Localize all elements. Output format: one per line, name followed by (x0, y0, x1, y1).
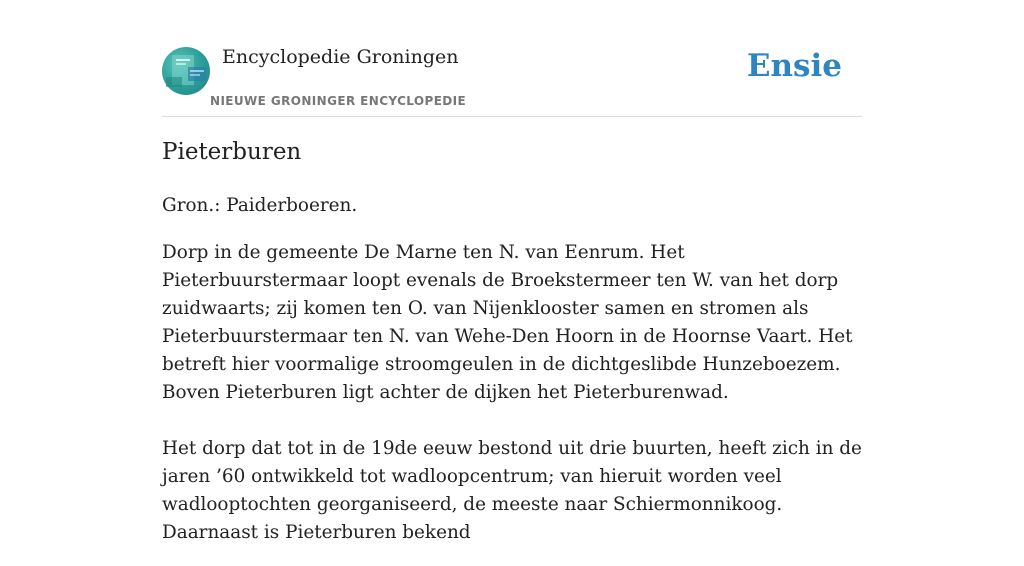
article-paragraph: Dorp in de gemeente De Marne ten N. van Eenrum. Het Pieterbuurstermaar loopt evenals de Broekstermeer ten W. van het dorp zuidwaarts; zij komen ten O. van Nijenklooster samen en stromen als Pieterbuurstermaar ten N. van Wehe-Den Hoorn in de Hoornse Vaart. Het betreft hier voormalige stroomgeulen in de dichtgeslibde Hunzeboezem. Boven Pieterburen ligt achter de dijken het Pieterburenwad. (162, 242, 853, 403)
article-paragraph-dialect-name: Gron.: Paiderboeren. (162, 195, 358, 216)
encyclopedia-cover-icon[interactable] (162, 47, 210, 95)
site-subtitle: NIEUWE GRONINGER ENCYCLOPEDIE (210, 94, 467, 108)
article-paragraph: Het dorp dat tot in de 19de eeuw bestond uit drie buurten, heeft zich in de jaren ’60 ontwikkeld tot wadloopcentrum; van hieruit worden veel wadlooptochten georganiseerd, de meeste naar Schiermonnikoog. Daarnaast is Pieterburen bekend (162, 438, 862, 543)
page (162, 0, 862, 543)
article-body (162, 192, 862, 566)
site-title[interactable]: Encyclopedie Groningen (222, 46, 459, 68)
ensie-logo-link[interactable]: Ensie (746, 48, 842, 84)
site-header (162, 0, 862, 117)
article-title: Pieterburen (162, 139, 302, 165)
